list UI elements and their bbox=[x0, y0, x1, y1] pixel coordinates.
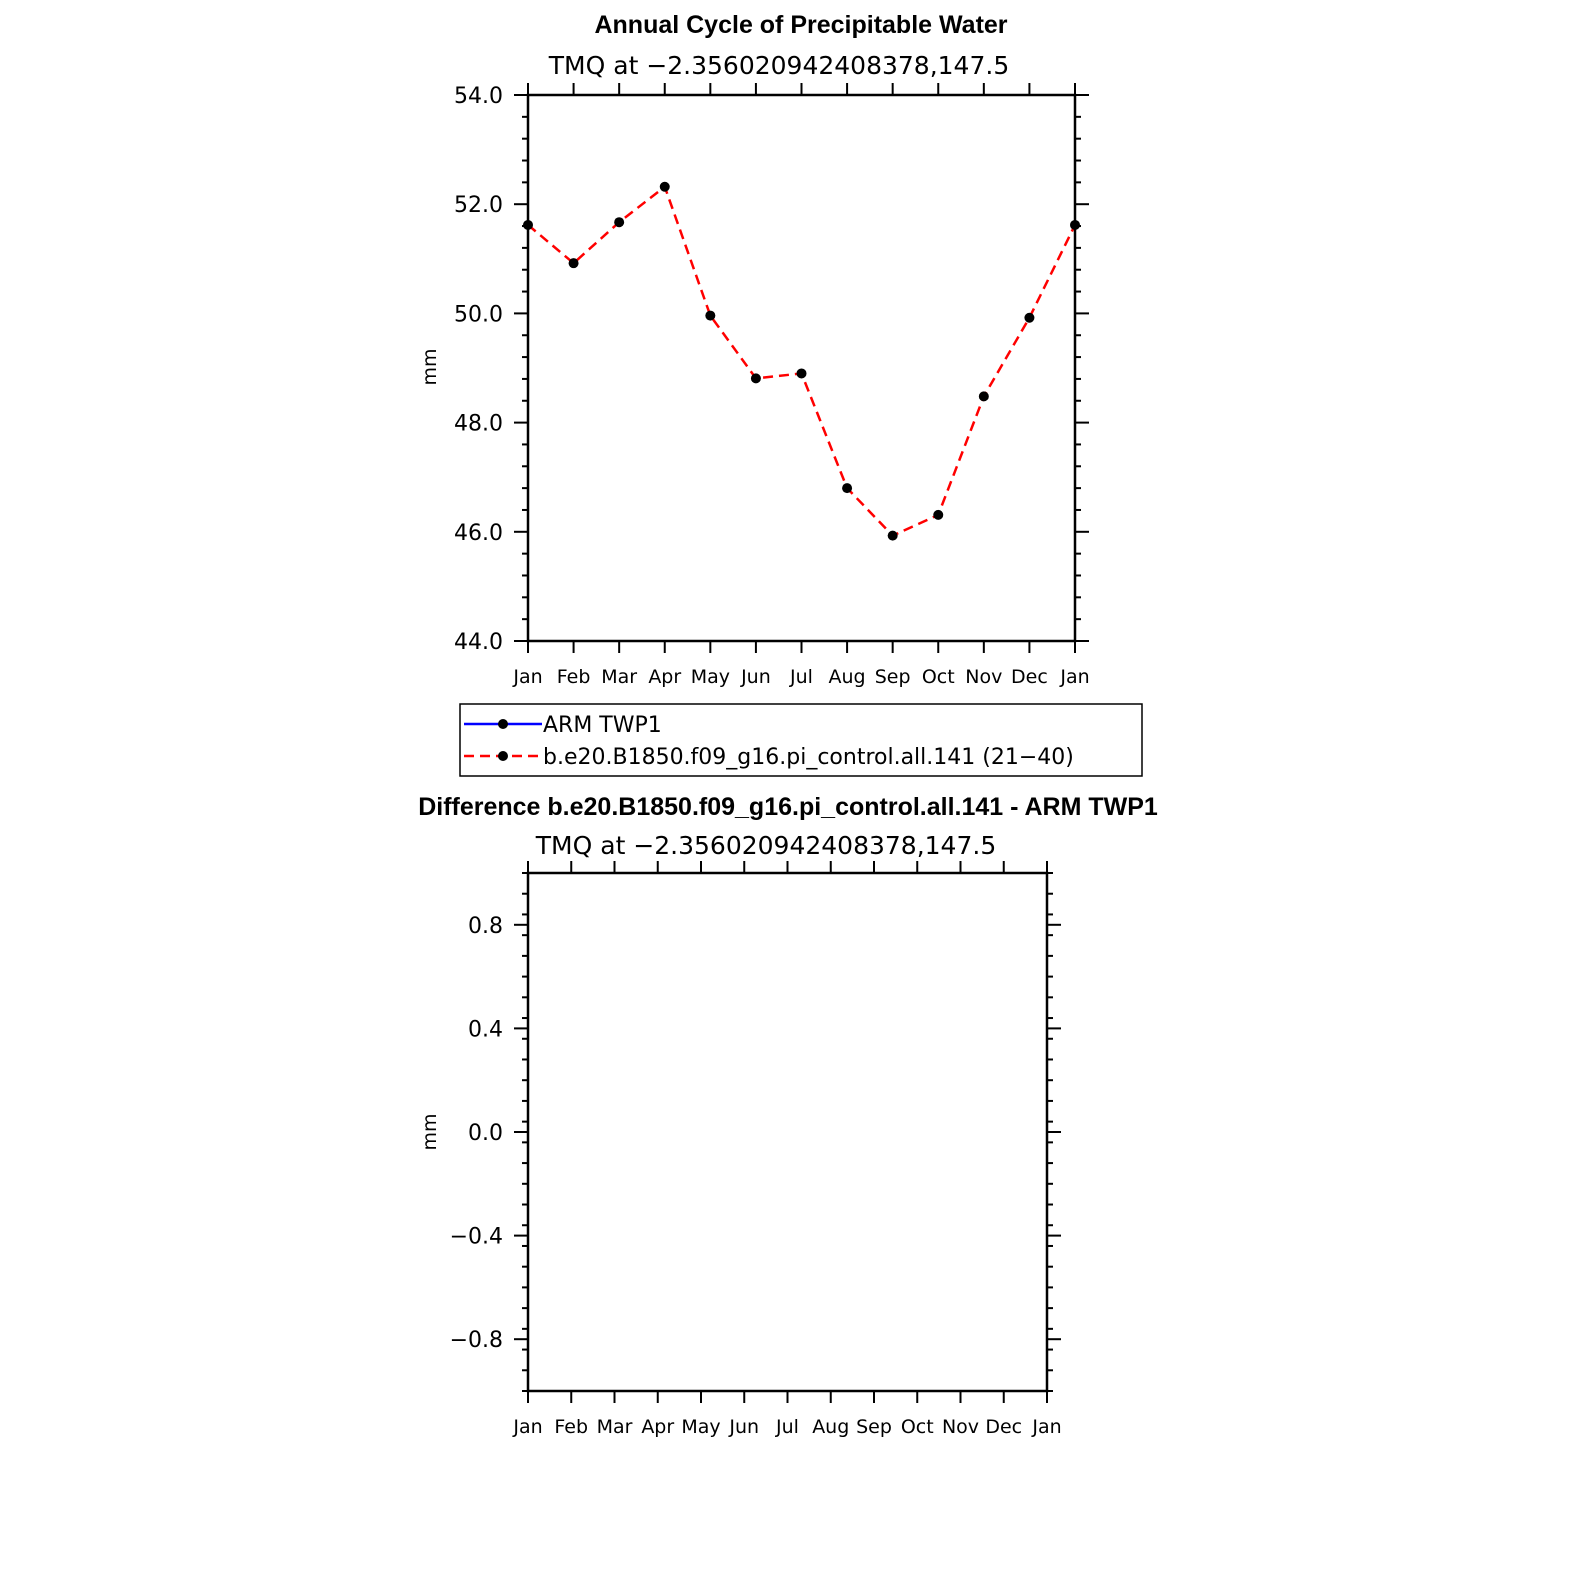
series-point bbox=[705, 311, 715, 321]
series-point bbox=[979, 391, 989, 401]
chart1-xtick-label: Aug bbox=[828, 666, 866, 688]
chart1-ytick-label: 54.0 bbox=[454, 84, 503, 109]
chart2-title: Difference b.e20.B1850.f09_g16.pi_control.all.141 - ARM TWP1 bbox=[418, 793, 1158, 821]
chart2-xtick-label: Nov bbox=[941, 1416, 980, 1438]
series-point bbox=[888, 531, 898, 541]
series-point bbox=[660, 182, 670, 192]
series-point bbox=[842, 483, 852, 493]
legend-marker-model bbox=[498, 751, 508, 761]
series-point bbox=[614, 217, 624, 227]
chart1-series bbox=[523, 182, 1080, 541]
chart2-xtick-label: Jan bbox=[513, 1416, 543, 1438]
chart1-xtick-label: Nov bbox=[965, 666, 1003, 688]
chart1-xtick-label: Jan bbox=[513, 666, 543, 688]
chart2-axes bbox=[450, 861, 1062, 1438]
chart2-subtitle: TMQ at −2.356020942408378,147.5 bbox=[535, 831, 997, 860]
series-point bbox=[751, 373, 761, 383]
legend-label-model: b.e20.B1850.f09_g16.pi_control.all.141 (21−40) bbox=[543, 745, 1074, 770]
chart1-ylabel: mm bbox=[419, 348, 441, 386]
chart2-xtick-label: Dec bbox=[985, 1416, 1023, 1438]
series-point bbox=[797, 368, 807, 378]
chart1-ytick-label: 44.0 bbox=[454, 630, 503, 655]
chart1-xtick-label: Sep bbox=[874, 666, 911, 688]
chart2-xtick-label: Oct bbox=[900, 1416, 934, 1438]
series-point bbox=[523, 220, 533, 230]
chart2-ytick-label: 0.4 bbox=[468, 1017, 503, 1043]
chart1-xtick-label: Dec bbox=[1011, 666, 1048, 688]
chart1-ytick-label: 52.0 bbox=[454, 193, 503, 219]
chart1-xtick-label: May bbox=[690, 666, 730, 688]
chart1-subtitle: TMQ at −2.356020942408378,147.5 bbox=[548, 51, 1010, 80]
chart2-xtick-label: May bbox=[681, 1416, 721, 1438]
legend-label-arm: ARM TWP1 bbox=[543, 713, 662, 738]
chart2-ytick-label: 0.0 bbox=[468, 1121, 503, 1146]
series-point bbox=[1070, 220, 1080, 230]
chart1-legend bbox=[460, 704, 1142, 776]
chart1-xtick-label: Oct bbox=[921, 666, 955, 688]
chart1-xtick-label: Feb bbox=[556, 666, 591, 688]
chart1-xtick-label: Mar bbox=[601, 666, 638, 688]
chart2-ylabel: mm bbox=[419, 1113, 441, 1151]
chart2-xtick-label: Aug bbox=[812, 1416, 850, 1438]
chart2-ytick-label: 0.8 bbox=[468, 913, 503, 939]
chart1-xtick-label: Apr bbox=[648, 666, 682, 688]
chart1-xtick-label: Jul bbox=[790, 666, 813, 688]
chart2-frame bbox=[528, 873, 1047, 1391]
chart2-xtick-label: Jul bbox=[776, 1416, 799, 1438]
chart2-xtick-label: Feb bbox=[554, 1416, 589, 1438]
chart1-ytick-label: 48.0 bbox=[454, 411, 503, 437]
chart1-title: Annual Cycle of Precipitable Water bbox=[594, 11, 1008, 39]
chart2-xtick-label: Jan bbox=[1032, 1416, 1062, 1438]
chart1-ytick-label: 50.0 bbox=[454, 302, 503, 328]
series-point bbox=[569, 258, 579, 268]
chart2-xtick-label: Jun bbox=[729, 1416, 760, 1438]
series-point bbox=[1024, 313, 1034, 323]
chart1-xtick-label: Jan bbox=[1060, 666, 1090, 688]
chart2-xtick-label: Apr bbox=[641, 1416, 675, 1438]
chart1-axes bbox=[454, 83, 1090, 688]
chart1-xtick-label: Jun bbox=[741, 666, 771, 688]
chart1-frame bbox=[528, 95, 1075, 641]
series-line-1 bbox=[528, 187, 1075, 536]
chart1-ytick-label: 46.0 bbox=[454, 520, 503, 546]
chart2-xtick-label: Sep bbox=[856, 1416, 892, 1438]
chart2-xtick-label: Mar bbox=[596, 1416, 633, 1438]
series-point bbox=[933, 510, 943, 520]
chart2-ytick-label: −0.4 bbox=[449, 1224, 503, 1250]
legend-marker-arm bbox=[498, 719, 508, 729]
chart2-ytick-label: −0.8 bbox=[449, 1328, 503, 1354]
